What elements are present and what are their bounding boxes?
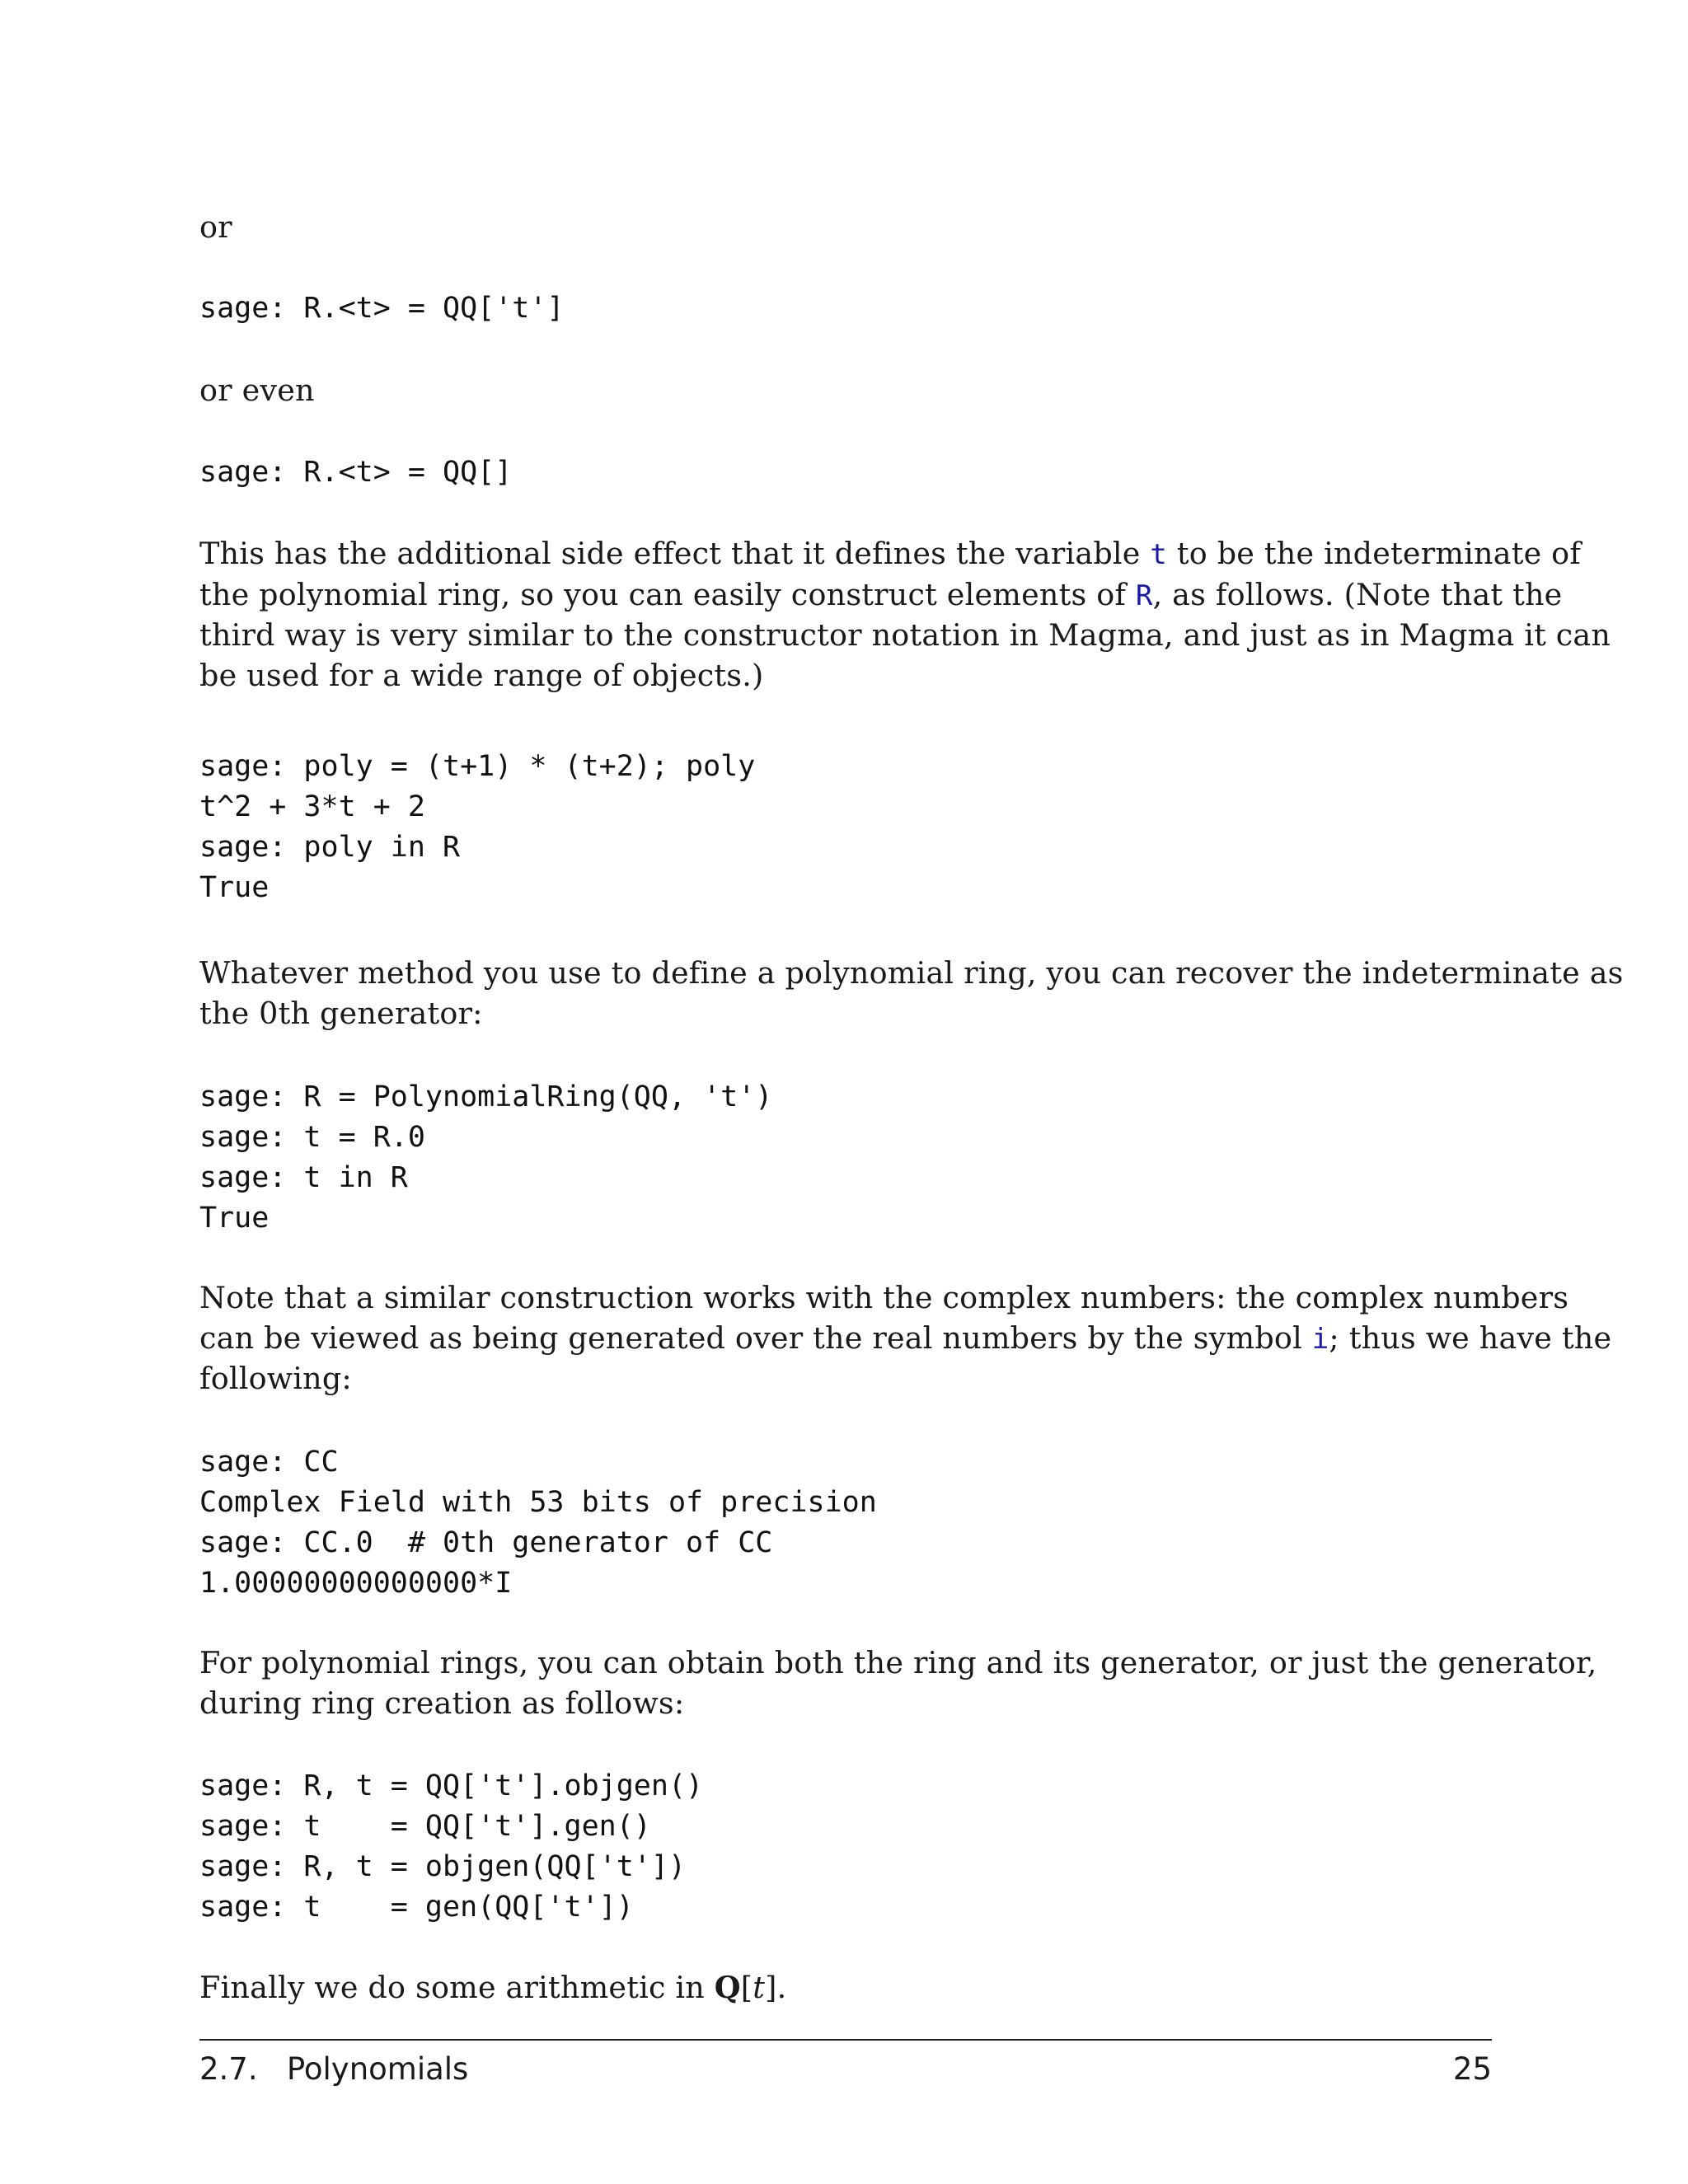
code-line: sage: R.<t> = QQ['t'] bbox=[199, 292, 565, 325]
code-line: sage: poly in R bbox=[199, 831, 461, 864]
text-run: , as follows. (Note that the bbox=[1152, 576, 1563, 612]
paragraph-text: or bbox=[199, 209, 232, 245]
text-run: can be viewed as being generated over the real numbers by the symbol bbox=[199, 1319, 1302, 1356]
code-line: t^2 + 3*t + 2 bbox=[199, 790, 425, 823]
code-line: sage: CC.0 # 0th generator of CC bbox=[199, 1526, 773, 1559]
code-line: sage: t in R bbox=[199, 1161, 408, 1194]
paragraph-side-effect bbox=[199, 534, 1611, 696]
code-line: sage: R, t = QQ['t'].objgen() bbox=[199, 1769, 704, 1802]
code-line: sage: t = R.0 bbox=[199, 1121, 425, 1154]
document-page bbox=[199, 0, 1624, 2184]
text-run: Finally we do some arithmetic in bbox=[199, 1970, 715, 2005]
code-line: sage: R.<t> = QQ[] bbox=[199, 456, 513, 489]
footer-section-title: 2.7. Polynomials bbox=[199, 2051, 469, 2087]
code-line: sage: t = QQ['t'].gen() bbox=[199, 1810, 651, 1843]
paragraph-line: Note that a similar construction works with the complex numbers: the complex numbers bbox=[199, 1280, 1569, 1315]
math-bracket-close: ]. bbox=[765, 1970, 787, 2005]
code-line: sage: poly = (t+1) * (t+2); poly bbox=[199, 750, 756, 783]
paragraph-line: Whatever method you use to define a polynomial ring, you can recover the indeterminate as bbox=[199, 955, 1624, 991]
paragraph-line: the 0th generator: bbox=[199, 995, 483, 1031]
text-run: ; thus we have the bbox=[1329, 1319, 1612, 1356]
text-run: the polynomial ring, so you can easily construct elements of bbox=[199, 576, 1127, 612]
code-block-3 bbox=[199, 747, 755, 908]
inline-code-t: t bbox=[1150, 538, 1168, 571]
code-line: True bbox=[199, 871, 270, 904]
paragraph-final bbox=[199, 1968, 1492, 2008]
footer-divider bbox=[199, 2039, 1492, 2041]
inline-code-R: R bbox=[1135, 579, 1153, 612]
inline-code-i: i bbox=[1311, 1322, 1329, 1356]
paragraph-or bbox=[199, 208, 1492, 248]
paragraph-objgen bbox=[199, 1643, 1597, 1723]
paragraph-or-even bbox=[199, 371, 1492, 411]
text-run: to be the indeterminate of bbox=[1176, 536, 1582, 571]
code-line: Complex Field with 53 bits of precision bbox=[199, 1486, 877, 1519]
paragraph-whatever bbox=[199, 954, 1624, 1033]
paragraph-text: or even bbox=[199, 373, 315, 408]
paragraph-line: during ring creation as follows: bbox=[199, 1685, 685, 1721]
paragraph-line bbox=[199, 1319, 1612, 1360]
code-block-5 bbox=[199, 1442, 877, 1604]
paragraph-line: be used for a wide range of objects.) bbox=[199, 657, 764, 693]
paragraph-line: following: bbox=[199, 1361, 352, 1396]
code-block-6 bbox=[199, 1766, 703, 1928]
paragraph-line bbox=[199, 575, 1563, 616]
paragraph-line: For polynomial rings, you can obtain both the ring and its generator, or just the generator, bbox=[199, 1645, 1597, 1680]
paragraph-complex bbox=[199, 1278, 1612, 1399]
math-variable-t: t bbox=[753, 1970, 766, 2005]
code-line: 1.00000000000000*I bbox=[199, 1567, 513, 1600]
code-block-2 bbox=[199, 452, 512, 493]
code-line: sage: R, t = objgen(QQ['t']) bbox=[199, 1850, 687, 1883]
text-run: This has the additional side effect that it defines the variable bbox=[199, 536, 1141, 571]
math-bracket-open: [ bbox=[740, 1970, 753, 2005]
code-line: sage: R = PolynomialRing(QQ, 't') bbox=[199, 1080, 773, 1113]
paragraph-line bbox=[199, 534, 1582, 575]
page-number: 25 bbox=[1452, 2051, 1492, 2087]
code-line: True bbox=[199, 1202, 270, 1235]
code-line: sage: t = gen(QQ['t']) bbox=[199, 1891, 634, 1924]
code-block-1 bbox=[199, 288, 565, 329]
code-line: sage: CC bbox=[199, 1446, 339, 1479]
math-rationals-symbol: Q bbox=[714, 1970, 741, 2005]
paragraph-line: third way is very similar to the constructor notation in Magma, and just as in Magma it can bbox=[199, 617, 1611, 653]
code-block-4 bbox=[199, 1077, 772, 1239]
